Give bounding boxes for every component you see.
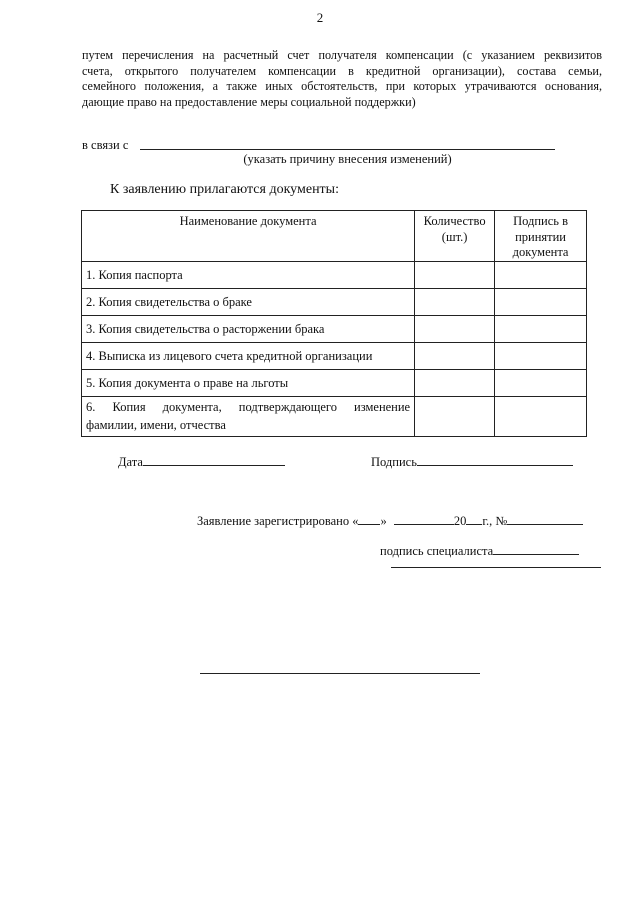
table-row [82,343,587,370]
registration-year-line[interactable] [466,513,482,525]
document-name-cell: 2. Копия свидетельства о браке [82,289,415,316]
document-name-line: 6. Копия документа, подтверждающего изменение [86,400,411,414]
registration-prefix: Заявление зарегистрировано « [197,514,359,528]
document-name-cell: 1. Копия паспорта [82,262,415,289]
date-field [118,454,285,470]
quantity-cell[interactable] [415,370,495,397]
document-name-cell: 5. Копия документа о праве на льготы [82,370,415,397]
quantity-cell[interactable] [415,289,495,316]
registration-line [197,513,583,529]
signature-cell[interactable] [495,316,587,343]
date-label: Дата [118,455,143,469]
document-name-cell [82,397,415,437]
header-document-name: Наименование документа [82,211,415,262]
reason-label: в связи с [82,138,129,152]
quantity-cell[interactable] [415,262,495,289]
header-quantity [415,211,495,262]
page-number: 2 [316,10,324,25]
signature-cell[interactable] [495,262,587,289]
registration-close-quote: » [380,514,387,528]
header-signature-line: документа [512,245,569,259]
signature-cell[interactable] [495,289,587,316]
header-signature-line: Подпись в [513,214,568,228]
signature-cell[interactable] [495,343,587,370]
bottom-rule [200,673,480,674]
specialist-name-line[interactable] [391,567,601,568]
header-signature-line: принятии [515,229,566,244]
table-row [82,397,587,437]
table-row [82,370,587,397]
registration-year-prefix: 20 [453,514,467,528]
table-header-row [82,211,587,262]
intro-line: семейного положения, а также иных обстоятельств, при которых утрачиваются основания, [82,79,602,93]
registration-month-line[interactable] [394,513,454,525]
registration-number-line[interactable] [507,513,583,525]
document-name-line: фамилии, имени, отчества [86,418,226,432]
specialist-signature-label: подпись специалиста [380,544,494,558]
registration-day-line[interactable] [358,513,380,525]
intro-line: путем перечисления на расчетный счет получателя компенсации (с указанием реквизитов [82,48,602,62]
table-row [82,316,587,343]
documents-table [81,210,587,437]
intro-line: счета, открытого получателем компенсации в кредитной организации), состава семьи, [82,63,602,78]
attachments-heading: К заявлению прилагаются документы: [110,182,339,197]
reason-hint: (указать причину внесения изменений) [243,152,452,166]
registration-year-suffix: г., № [482,514,508,528]
table-row [82,262,587,289]
document-name-cell: 3. Копия свидетельства о расторжении брака [82,316,415,343]
table-row [82,289,587,316]
header-quantity-line: Количество [423,214,486,228]
signature-label: Подпись [371,455,417,469]
specialist-signature-field [380,543,579,559]
signature-input-line[interactable] [417,454,573,466]
quantity-cell[interactable] [415,397,495,437]
date-input-line[interactable] [143,454,285,466]
signature-cell[interactable] [495,370,587,397]
header-quantity-line: (шт.) [441,229,468,244]
intro-line: дающие право на предоставление меры социальной поддержки) [82,94,416,109]
signature-field [371,454,573,470]
document-name-cell: 4. Выписка из лицевого счета кредитной организации [82,343,415,370]
quantity-cell[interactable] [415,343,495,370]
header-signature [495,211,587,262]
reason-input-line[interactable] [140,149,555,150]
quantity-cell[interactable] [415,316,495,343]
intro-paragraph [82,48,602,110]
specialist-signature-input-line[interactable] [493,543,579,555]
signature-cell[interactable] [495,397,587,437]
